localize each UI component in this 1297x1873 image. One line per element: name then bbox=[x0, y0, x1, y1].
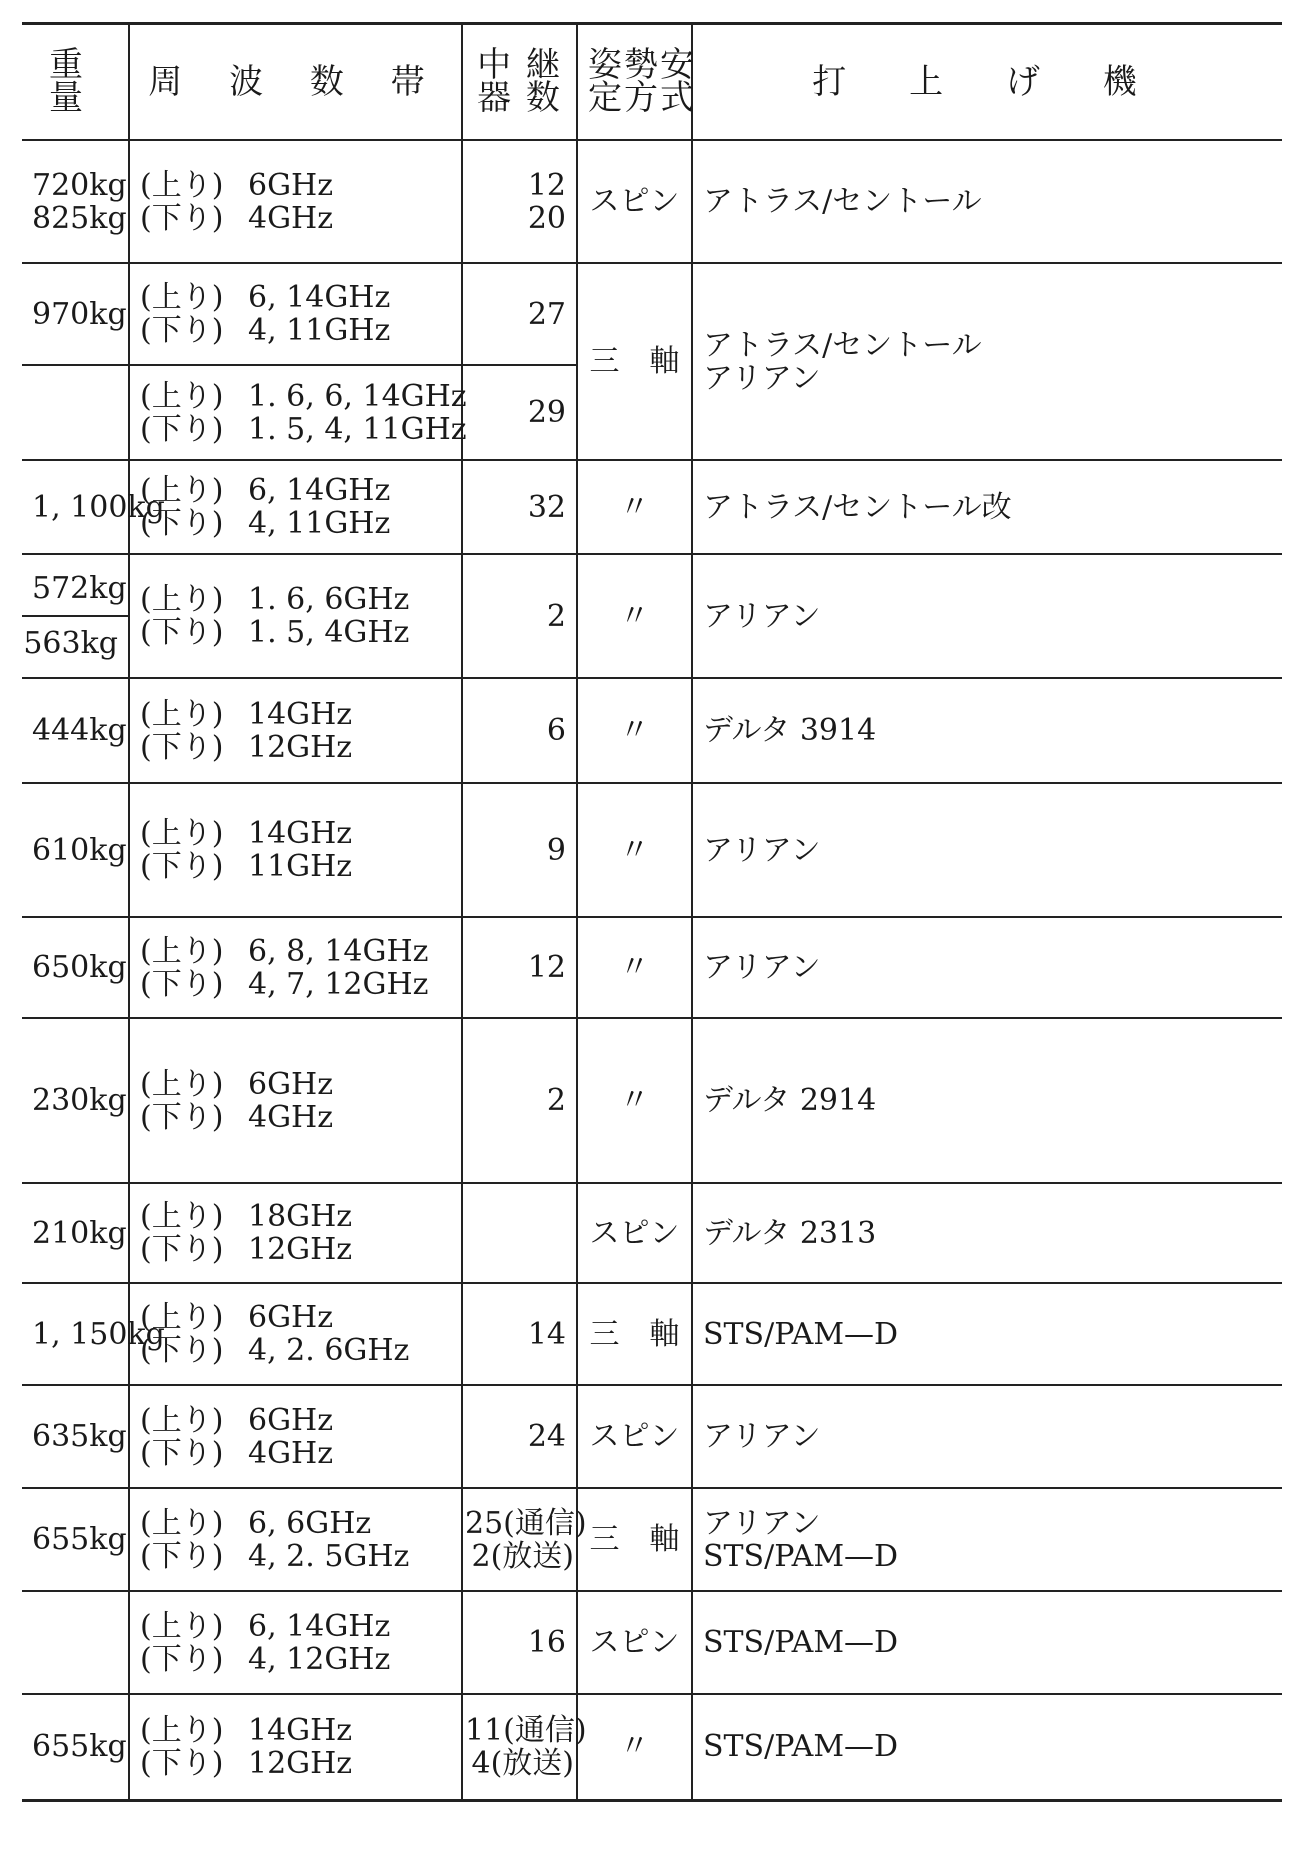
weight-value: 210kg bbox=[32, 1215, 127, 1251]
uplink-value: 6GHz bbox=[248, 1066, 334, 1102]
table-row bbox=[22, 1694, 1282, 1800]
downlink-label: (下り) bbox=[140, 1333, 224, 1368]
downlink-label: (下り) bbox=[140, 1435, 224, 1471]
repeater-cell bbox=[462, 263, 577, 365]
downlink-value: 11GHz bbox=[248, 849, 353, 884]
frequency-cell bbox=[129, 554, 462, 678]
launch-vehicle-cell bbox=[692, 140, 1282, 263]
uplink-value: 6GHz bbox=[248, 1402, 334, 1438]
repeater-cell bbox=[462, 1385, 577, 1488]
weight-cell bbox=[22, 263, 129, 365]
header-weight: 重 量 bbox=[22, 24, 129, 141]
launch-vehicle-name: アリアン bbox=[703, 950, 821, 985]
launch-vehicle-name: アリアン bbox=[703, 1505, 821, 1541]
uplink-label: (上り) bbox=[140, 1505, 224, 1541]
weight-cell bbox=[22, 554, 129, 678]
downlink-label: (下り) bbox=[140, 1641, 224, 1677]
weight-cell bbox=[22, 140, 129, 263]
downlink-label: (下り) bbox=[140, 506, 224, 541]
attitude-cell: 〃 bbox=[577, 917, 692, 1018]
uplink-line bbox=[140, 698, 451, 731]
weight-cell bbox=[22, 1283, 165, 1385]
table-row bbox=[22, 1385, 1282, 1488]
launch-vehicle-name: アトラス/セントール bbox=[703, 327, 982, 363]
launch-vehicle-cell bbox=[692, 1488, 1282, 1591]
downlink-line bbox=[140, 1643, 451, 1676]
downlink-value: 4GHz bbox=[248, 200, 334, 236]
weight-cell bbox=[22, 1694, 129, 1800]
uplink-value: 6GHz bbox=[248, 167, 334, 203]
uplink-value: 14GHz bbox=[248, 696, 353, 732]
uplink-label: (上り) bbox=[140, 473, 224, 508]
frequency-cell bbox=[129, 783, 462, 917]
frequency-cell bbox=[129, 1488, 462, 1591]
launch-vehicle-name: デルタ 2313 bbox=[703, 1215, 877, 1251]
downlink-line bbox=[140, 507, 451, 540]
launch-vehicle-cell bbox=[692, 1018, 1282, 1183]
downlink-label: (下り) bbox=[140, 1745, 224, 1781]
repeater-count: 29 bbox=[527, 395, 566, 430]
table-row bbox=[22, 263, 1282, 365]
uplink-label: (上り) bbox=[140, 1608, 224, 1644]
header-attitude-line2: 定方式 bbox=[588, 78, 696, 118]
frequency-cell bbox=[129, 1018, 462, 1183]
uplink-value: 18GHz bbox=[248, 1199, 353, 1234]
table-row bbox=[22, 1183, 1282, 1283]
attitude-cell: スピン bbox=[577, 1183, 692, 1283]
uplink-value: 6, 14GHz bbox=[248, 473, 391, 508]
weight-cell bbox=[22, 1488, 129, 1591]
downlink-line bbox=[140, 1540, 451, 1573]
repeater-cell bbox=[462, 678, 577, 783]
downlink-value: 4, 12GHz bbox=[248, 1641, 391, 1677]
frequency-cell bbox=[129, 678, 462, 783]
weight-value: 825kg bbox=[32, 200, 127, 236]
attitude-cell: スピン bbox=[577, 140, 692, 263]
frequency-cell bbox=[129, 1694, 462, 1800]
downlink-value: 4GHz bbox=[248, 1435, 334, 1471]
launch-vehicle-cell bbox=[692, 1694, 1282, 1800]
weight-value: 970kg bbox=[32, 296, 127, 332]
uplink-value: 1. 6, 6GHz bbox=[248, 582, 410, 617]
repeater-count: 25(通信) bbox=[465, 1505, 587, 1541]
frequency-cell bbox=[129, 460, 462, 554]
launch-vehicle-name: アリアン bbox=[703, 1419, 821, 1454]
repeater-cell bbox=[462, 140, 577, 263]
weight-value: 1, 100kg bbox=[32, 489, 165, 525]
repeater-count: 9 bbox=[546, 832, 566, 868]
frequency-cell bbox=[129, 263, 462, 365]
weight-value: 720kg bbox=[32, 167, 127, 203]
table-row bbox=[22, 1488, 1282, 1591]
uplink-label: (上り) bbox=[140, 582, 224, 617]
launch-vehicle-cell bbox=[692, 554, 1282, 678]
attitude-cell: スピン bbox=[577, 1385, 692, 1488]
downlink-line bbox=[140, 1101, 451, 1134]
frequency-cell bbox=[129, 1183, 462, 1283]
uplink-line bbox=[140, 1714, 451, 1747]
uplink-value: 6, 14GHz bbox=[248, 280, 391, 315]
repeater-cell bbox=[462, 1488, 587, 1591]
header-attitude-line1: 姿勢安 bbox=[588, 45, 696, 85]
header-launch-vehicle: 打 上 げ 機 bbox=[692, 24, 1282, 141]
header-repeaters bbox=[462, 24, 577, 141]
weight-cell bbox=[22, 917, 129, 1018]
uplink-value: 6GHz bbox=[248, 1300, 334, 1335]
weight-value: 635kg bbox=[32, 1419, 127, 1454]
attitude-cell: スピン bbox=[577, 1591, 692, 1694]
frequency-cell bbox=[129, 140, 462, 263]
header-attitude-control bbox=[577, 24, 696, 141]
launch-vehicle-name: STS/PAM—D bbox=[703, 1538, 899, 1574]
uplink-value: 1. 6, 6, 14GHz bbox=[248, 378, 467, 414]
downlink-line bbox=[140, 850, 451, 883]
weight-value: 572kg bbox=[32, 571, 127, 606]
frequency-cell bbox=[129, 1385, 462, 1488]
downlink-label: (下り) bbox=[140, 200, 224, 236]
uplink-line bbox=[140, 1200, 451, 1233]
repeater-cell bbox=[462, 917, 577, 1018]
attitude-cell: 三 軸 bbox=[577, 1283, 692, 1385]
repeater-count: 2 bbox=[546, 598, 566, 634]
downlink-line bbox=[140, 616, 451, 649]
downlink-value: 1. 5, 4, 11GHz bbox=[248, 411, 467, 447]
repeater-count: 16 bbox=[527, 1625, 566, 1660]
weight-cell bbox=[22, 1183, 129, 1283]
launch-vehicle-cell bbox=[692, 1385, 1282, 1488]
downlink-line bbox=[140, 314, 451, 347]
uplink-line bbox=[140, 817, 451, 850]
uplink-label: (上り) bbox=[140, 280, 224, 315]
frequency-cell bbox=[129, 1283, 462, 1385]
table-row bbox=[22, 460, 1282, 554]
repeater-count: 11(通信) bbox=[465, 1712, 587, 1748]
downlink-label: (下り) bbox=[140, 849, 224, 884]
uplink-label: (上り) bbox=[140, 378, 224, 414]
downlink-line bbox=[140, 731, 451, 764]
launch-vehicle-cell bbox=[692, 263, 1282, 460]
uplink-line bbox=[140, 1404, 451, 1437]
weight-cell bbox=[22, 678, 129, 783]
weight-value: 563kg bbox=[22, 615, 128, 660]
uplink-value: 14GHz bbox=[248, 1712, 353, 1748]
uplink-label: (上り) bbox=[140, 167, 224, 203]
repeater-count: 12 bbox=[527, 167, 566, 203]
launch-vehicle-cell bbox=[692, 783, 1282, 917]
downlink-label: (下り) bbox=[140, 729, 224, 765]
repeater-count: 4(放送) bbox=[471, 1745, 574, 1781]
downlink-value: 4, 7, 12GHz bbox=[248, 966, 429, 1002]
weight-cell bbox=[22, 1591, 129, 1694]
launch-vehicle-name: アリアン bbox=[703, 360, 821, 396]
weight-value: 610kg bbox=[32, 832, 127, 868]
table-row bbox=[22, 140, 1282, 263]
uplink-line bbox=[140, 1610, 451, 1643]
repeater-count: 2(放送) bbox=[471, 1538, 574, 1574]
uplink-label: (上り) bbox=[140, 1712, 224, 1748]
uplink-value: 6, 6GHz bbox=[248, 1505, 372, 1541]
table-row bbox=[22, 1018, 1282, 1183]
repeater-count: 24 bbox=[527, 1419, 566, 1454]
repeater-count: 14 bbox=[527, 1316, 566, 1352]
uplink-line bbox=[140, 378, 467, 414]
repeater-count: 32 bbox=[527, 489, 566, 525]
header-frequency-band: 周 波 数 帯 bbox=[129, 24, 462, 141]
repeater-cell bbox=[462, 365, 577, 460]
uplink-label: (上り) bbox=[140, 1300, 224, 1335]
downlink-label: (下り) bbox=[140, 1538, 224, 1574]
weight-cell bbox=[22, 1385, 129, 1488]
launch-vehicle-name: STS/PAM—D bbox=[703, 1316, 899, 1352]
uplink-value: 6, 14GHz bbox=[248, 1608, 391, 1644]
attitude-cell: 〃 bbox=[577, 554, 692, 678]
downlink-line bbox=[140, 968, 451, 1001]
uplink-label: (上り) bbox=[140, 1066, 224, 1102]
repeater-count: 20 bbox=[527, 200, 566, 236]
weight-value: 230kg bbox=[32, 1083, 127, 1118]
launch-vehicle-cell bbox=[692, 678, 1282, 783]
downlink-line bbox=[140, 1437, 451, 1470]
downlink-line bbox=[140, 1334, 451, 1367]
downlink-label: (下り) bbox=[140, 313, 224, 348]
launch-vehicle-name: アリアン bbox=[703, 598, 821, 634]
downlink-label: (下り) bbox=[140, 411, 224, 447]
frequency-cell bbox=[129, 365, 467, 460]
uplink-line bbox=[140, 1068, 451, 1101]
uplink-line bbox=[140, 281, 451, 314]
uplink-line bbox=[140, 1507, 451, 1540]
downlink-label: (下り) bbox=[140, 615, 224, 650]
attitude-cell: 〃 bbox=[577, 783, 692, 917]
launch-vehicle-name: STS/PAM—D bbox=[703, 1625, 899, 1660]
uplink-line bbox=[140, 474, 451, 507]
downlink-line bbox=[140, 1747, 451, 1780]
uplink-value: 6, 8, 14GHz bbox=[248, 933, 429, 969]
repeater-count: 6 bbox=[546, 713, 566, 748]
uplink-label: (上り) bbox=[140, 1402, 224, 1438]
weight-cell bbox=[22, 1018, 129, 1183]
weight-value: 444kg bbox=[32, 713, 127, 748]
downlink-value: 12GHz bbox=[248, 1745, 353, 1781]
uplink-line bbox=[140, 583, 451, 616]
uplink-label: (上り) bbox=[140, 816, 224, 851]
repeater-cell bbox=[462, 783, 577, 917]
table-row bbox=[22, 917, 1282, 1018]
weight-cell bbox=[22, 783, 129, 917]
downlink-label: (下り) bbox=[140, 1232, 224, 1267]
weight-value: 655kg bbox=[32, 1729, 127, 1765]
downlink-value: 1. 5, 4GHz bbox=[248, 615, 410, 650]
attitude-cell: 〃 bbox=[577, 1694, 692, 1800]
repeater-cell bbox=[462, 554, 577, 678]
downlink-value: 12GHz bbox=[248, 1232, 353, 1267]
satellite-spec-table bbox=[22, 22, 1282, 1802]
uplink-label: (上り) bbox=[140, 1199, 224, 1234]
launch-vehicle-cell bbox=[692, 1283, 1282, 1385]
uplink-line bbox=[140, 1301, 451, 1334]
launch-vehicle-cell bbox=[692, 460, 1282, 554]
repeater-cell bbox=[462, 1018, 577, 1183]
weight-cell bbox=[22, 460, 165, 554]
table-row bbox=[22, 554, 1282, 678]
downlink-value: 4, 11GHz bbox=[248, 313, 391, 348]
downlink-value: 4GHz bbox=[248, 1099, 334, 1135]
weight-value: 650kg bbox=[32, 950, 127, 985]
downlink-value: 12GHz bbox=[248, 729, 353, 765]
attitude-cell: 〃 bbox=[577, 678, 692, 783]
repeater-count: 12 bbox=[527, 950, 566, 985]
uplink-label: (上り) bbox=[140, 696, 224, 732]
launch-vehicle-name: アトラス/セントール改 bbox=[703, 489, 1012, 525]
launch-vehicle-cell bbox=[692, 917, 1282, 1018]
attitude-cell: 〃 bbox=[577, 460, 692, 554]
downlink-value: 4, 11GHz bbox=[248, 506, 391, 541]
downlink-line bbox=[140, 1233, 451, 1266]
downlink-label: (下り) bbox=[140, 1099, 224, 1135]
uplink-line bbox=[140, 935, 451, 968]
table-row bbox=[22, 678, 1282, 783]
header-row bbox=[22, 24, 1282, 141]
table-row bbox=[22, 783, 1282, 917]
downlink-value: 4, 2. 5GHz bbox=[248, 1538, 410, 1574]
header-repeaters-line1: 中 継 bbox=[477, 45, 562, 85]
frequency-cell bbox=[129, 917, 462, 1018]
repeater-count: 2 bbox=[546, 1083, 566, 1118]
repeater-cell bbox=[462, 1283, 577, 1385]
downlink-line bbox=[140, 411, 467, 447]
attitude-cell: 〃 bbox=[577, 1018, 692, 1183]
launch-vehicle-name: デルタ 3914 bbox=[703, 713, 877, 748]
frequency-cell bbox=[129, 1591, 462, 1694]
downlink-value: 4, 2. 6GHz bbox=[248, 1333, 410, 1368]
downlink-line bbox=[140, 202, 451, 235]
table-row bbox=[22, 1591, 1282, 1694]
weight-value: 655kg bbox=[32, 1522, 127, 1557]
downlink-label: (下り) bbox=[140, 966, 224, 1002]
repeater-cell bbox=[462, 1183, 577, 1283]
launch-vehicle-name: STS/PAM—D bbox=[703, 1729, 899, 1765]
launch-vehicle-name: デルタ 2914 bbox=[703, 1083, 877, 1118]
repeater-cell bbox=[462, 460, 577, 554]
attitude-cell: 三 軸 bbox=[577, 1488, 692, 1591]
attitude-cell: 三 軸 bbox=[577, 263, 692, 460]
launch-vehicle-name: アリアン bbox=[703, 832, 821, 868]
repeater-cell bbox=[462, 1694, 587, 1800]
launch-vehicle-cell bbox=[692, 1591, 1282, 1694]
launch-vehicle-name: アトラス/セントール bbox=[703, 184, 982, 219]
launch-vehicle-cell bbox=[692, 1183, 1282, 1283]
header-repeaters-line2: 器 数 bbox=[477, 78, 562, 118]
weight-cell bbox=[22, 365, 129, 460]
repeater-cell bbox=[462, 1591, 577, 1694]
uplink-label: (上り) bbox=[140, 933, 224, 969]
repeater-count: 27 bbox=[527, 296, 566, 332]
uplink-line bbox=[140, 169, 451, 202]
uplink-value: 14GHz bbox=[248, 816, 353, 851]
table-row bbox=[22, 1283, 1282, 1385]
weight-value: 1, 150kg bbox=[32, 1316, 165, 1352]
